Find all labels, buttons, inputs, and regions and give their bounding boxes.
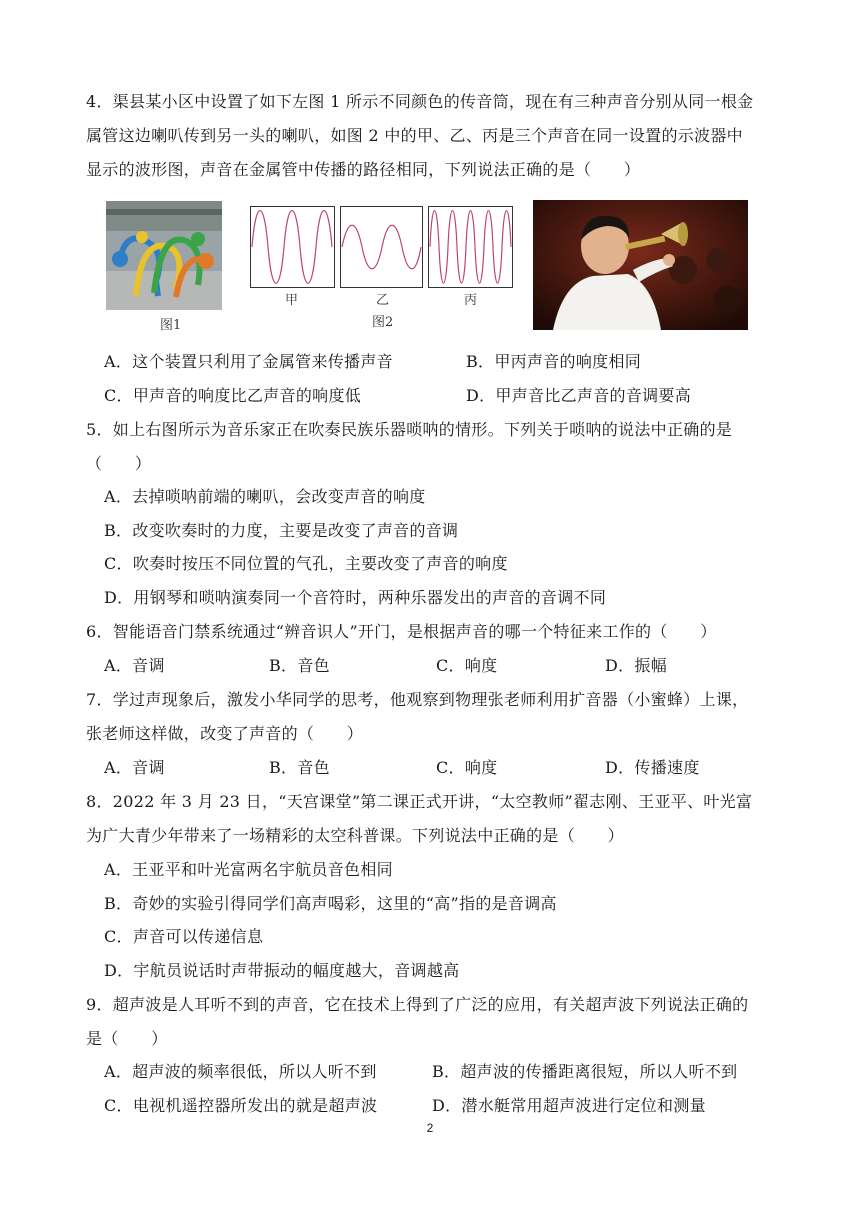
q9-stem-line1: 9．超声波是人耳听不到的声音，它在技术上得到了广泛的应用，有关超声波下列说法正确的 xyxy=(86,995,749,1014)
q9-stem-line2: 是（ ） xyxy=(86,1029,168,1048)
q5-stem-line2: （ ） xyxy=(86,454,152,473)
q9-option-b: B．超声波的传播距离很短，所以人听不到 xyxy=(432,1062,738,1081)
q8-option-b: B．奇妙的实验引得同学们高声喝彩，这里的“高”指的是音调高 xyxy=(104,894,557,913)
q6-option-d: D．振幅 xyxy=(605,656,668,675)
figure-1-photo xyxy=(106,201,222,310)
q4-stem-line1: 4．渠县某小区中设置了如下左图 1 所示不同颜色的传音筒，现在有三种声音分别从同一根金 xyxy=(86,92,754,111)
q7-option-b: B．音色 xyxy=(269,758,330,777)
q7-stem-line1: 7．学过声现象后，激发小华同学的思考，他观察到物理张老师利用扩音器（小蜜蜂）上课， xyxy=(86,690,749,709)
waveform-jia xyxy=(251,207,335,288)
q5-stem-line1: 5．如上右图所示为音乐家正在吹奏民族乐器唢呐的情形。下列关于唢呐的说法中正确的是 xyxy=(86,420,733,439)
waveform-yi xyxy=(341,207,423,288)
q7-option-d: D．传播速度 xyxy=(605,758,700,777)
label-bing: 丙 xyxy=(464,293,478,308)
q8-option-d: D．宇航员说话时声带振动的幅度越大，音调越高 xyxy=(104,961,460,980)
q9-option-c: C．电视机遥控器所发出的就是超声波 xyxy=(104,1096,378,1115)
q8-stem-line2: 为广大青少年带来了一场精彩的太空科普课。下列说法中正确的是（ ） xyxy=(86,826,624,845)
waveform-bing xyxy=(429,207,513,288)
page-number: 2 xyxy=(426,1121,434,1135)
q6-option-b: B．音色 xyxy=(269,656,330,675)
q7-option-c: C．响度 xyxy=(436,758,498,777)
q8-option-c: C．声音可以传递信息 xyxy=(104,927,264,946)
q7-stem-line2: 张老师这样做，改变了声音的（ ） xyxy=(86,724,364,743)
q6-option-a: A．音调 xyxy=(104,656,165,675)
q5-option-c: C．吹奏时按压不同位置的气孔，主要改变了声音的响度 xyxy=(104,554,508,573)
q9-option-a: A．超声波的频率很低，所以人听不到 xyxy=(104,1062,377,1081)
q4-option-b: B．甲丙声音的响度相同 xyxy=(466,352,642,371)
musician-photo xyxy=(533,200,748,330)
q6-stem-line1: 6．智能语音门禁系统通过“辨音识人”开门，是根据声音的哪一个特征来工作的（ ） xyxy=(86,622,717,641)
figure-1-caption: 图1 xyxy=(160,318,182,333)
q5-option-b: B．改变吹奏时的力度，主要是改变了声音的音调 xyxy=(104,521,459,540)
q4-option-a: A．这个装置只利用了金属管来传播声音 xyxy=(104,352,393,371)
q8-option-a: A．王亚平和叶光富两名宇航员音色相同 xyxy=(104,860,393,879)
q4-stem-line3: 显示的波形图，声音在金属管中传播的路径相同，下列说法正确的是（ ） xyxy=(86,160,641,179)
q7-option-a: A．音调 xyxy=(104,758,165,777)
q4-option-c: C．甲声音的响度比乙声音的响度低 xyxy=(104,386,362,405)
q6-option-c: C．响度 xyxy=(436,656,498,675)
figure-2-caption: 图2 xyxy=(372,315,394,330)
q4-stem-line2: 属管这边喇叭传到另一头的喇叭，如图 2 中的甲、乙、丙是三个声音在同一设置的示波器中 xyxy=(86,126,743,145)
q5-option-d: D．用钢琴和唢呐演奏同一个音符时，两种乐器发出的声音的音调不同 xyxy=(104,588,607,607)
q5-option-a: A．去掉唢呐前端的喇叭，会改变声音的响度 xyxy=(104,487,426,506)
q8-stem-line1: 8．2022 年 3 月 23 日，“天宫课堂”第二课正式开讲，“太空教师”翟志刚、王亚平、叶光富 xyxy=(86,792,753,811)
label-yi: 乙 xyxy=(376,293,390,308)
q9-option-d: D．潜水艇常用超声波进行定位和测量 xyxy=(432,1096,706,1115)
figure-2-waveforms xyxy=(250,206,515,288)
q4-option-d: D．甲声音比乙声音的音调要高 xyxy=(466,386,692,405)
label-jia: 甲 xyxy=(285,293,299,308)
